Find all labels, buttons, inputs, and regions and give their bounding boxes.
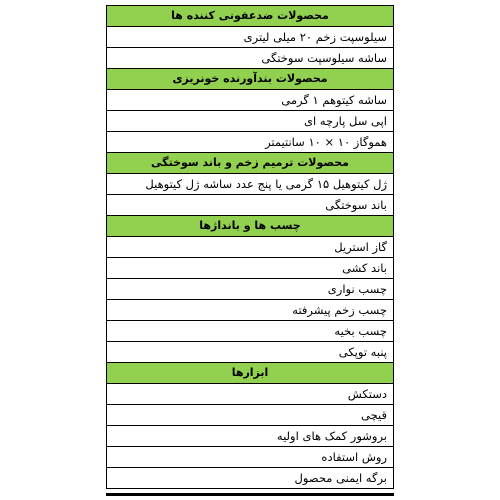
section-header-row bbox=[107, 69, 394, 90]
table-row bbox=[107, 48, 394, 69]
section-header-row bbox=[107, 6, 394, 27]
list-item: روش استفاده bbox=[107, 447, 394, 468]
table-row bbox=[107, 279, 394, 300]
table-row bbox=[107, 321, 394, 342]
list-item: هموگاز ۱۰ × ۱۰ سانتیمتر bbox=[107, 132, 394, 153]
list-item: چسب زخم پیشرفته bbox=[107, 300, 394, 321]
table-row bbox=[107, 342, 394, 363]
table-row bbox=[107, 300, 394, 321]
section-header: چسب ها و بانداژها bbox=[107, 216, 394, 237]
table-row bbox=[107, 405, 394, 426]
list-item: ساشه سیلوسپت سوختگی bbox=[107, 48, 394, 69]
list-item: باند سوختگی bbox=[107, 195, 394, 216]
list-item: برگه ایمنی محصول bbox=[107, 468, 394, 489]
list-item: دستکش bbox=[107, 384, 394, 405]
list-item: باند کشی bbox=[107, 258, 394, 279]
list-item: چسب بخیه bbox=[107, 321, 394, 342]
list-item: بروشور کمک های اولیه bbox=[107, 426, 394, 447]
section-header: محصولات ضدعفونی کننده ها bbox=[107, 6, 394, 27]
table-row bbox=[107, 27, 394, 48]
first-aid-kit-contents-table bbox=[106, 5, 394, 489]
table-row bbox=[107, 132, 394, 153]
table-row bbox=[107, 384, 394, 405]
table-row bbox=[107, 258, 394, 279]
table-bottom-rule bbox=[106, 493, 394, 496]
list-item: پنبه توپکی bbox=[107, 342, 394, 363]
table-row bbox=[107, 195, 394, 216]
section-header: ابزارها bbox=[107, 363, 394, 384]
list-item: اپی سل پارچه ای bbox=[107, 111, 394, 132]
list-item: ژل کیتوهیل ۱۵ گرمی یا پنج عدد ساشه ژل کیتوهیل bbox=[107, 174, 394, 195]
table-row bbox=[107, 90, 394, 111]
section-header-row bbox=[107, 216, 394, 237]
list-item: گاز استریل bbox=[107, 237, 394, 258]
section-header: محصولات بندآورنده خونریزی bbox=[107, 69, 394, 90]
table-row bbox=[107, 174, 394, 195]
list-item: چسب نواری bbox=[107, 279, 394, 300]
table-row bbox=[107, 447, 394, 468]
table-row bbox=[107, 111, 394, 132]
list-item: قیچی bbox=[107, 405, 394, 426]
table-row bbox=[107, 237, 394, 258]
table-row bbox=[107, 426, 394, 447]
section-header: محصولات ترمیم زخم و باند سوختگی bbox=[107, 153, 394, 174]
section-header-row bbox=[107, 363, 394, 384]
list-item: ساشه کیتوهم ۱ گرمی bbox=[107, 90, 394, 111]
table-row bbox=[107, 468, 394, 489]
section-header-row bbox=[107, 153, 394, 174]
list-item: سیلوسپت زخم ۲۰ میلی لیتری bbox=[107, 27, 394, 48]
